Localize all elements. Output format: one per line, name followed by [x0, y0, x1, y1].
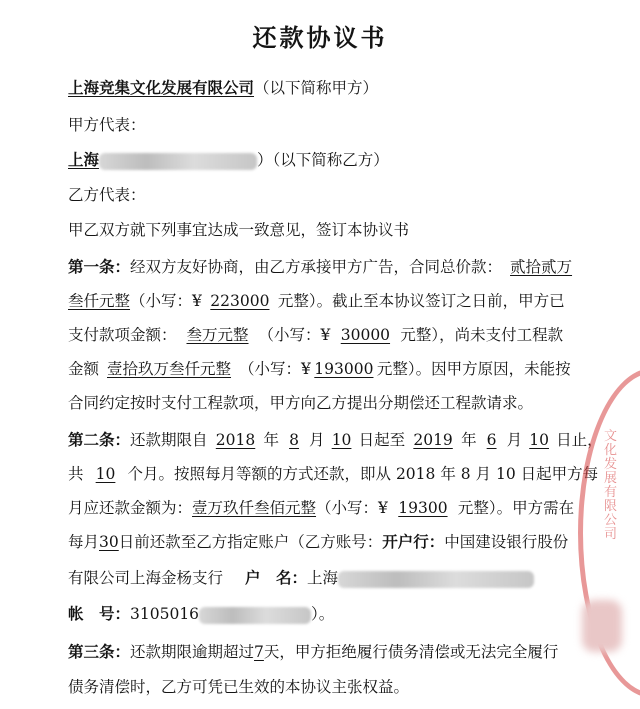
total-months-prefix: 共 [68, 465, 84, 483]
year-unit-2: 年 [461, 431, 477, 449]
unpaid-amount-upper: 壹拾玖万叁仟元整 [107, 360, 232, 378]
monthly-paren-close: 元整）。甲方需在 [457, 499, 575, 517]
clause2-line4 [68, 532, 568, 552]
clause1-line2 [68, 291, 565, 311]
clause1-line4 [68, 359, 571, 379]
seal-text: 文化发展有限公司 [604, 429, 618, 542]
clause1-text: 经双方友好协商，由乙方承接甲方广告，合同总价款： [130, 258, 503, 276]
unpaid-amount-number: 193000 [314, 360, 374, 378]
day-end-text: 日止， [556, 431, 603, 449]
monthly-amount-upper: 壹万玖仟叁佰元整 [192, 499, 317, 517]
total-amount-number: 223000 [210, 292, 270, 310]
seal-redacted [582, 600, 622, 652]
account-number-redacted [199, 607, 311, 624]
month-unit: 月 [309, 431, 325, 449]
total-paren-open: （小写：¥ [130, 292, 202, 310]
clause3-text-b: 天，甲方拒绝履行债务清偿或无法完全履行 [263, 643, 559, 661]
total-amount-upper-a: 贰拾贰万 [510, 258, 573, 276]
clause1-line3 [68, 325, 563, 345]
year-unit: 年 [263, 431, 280, 449]
start-year: 2018 [215, 431, 256, 449]
account-name-prefix: 上海 [307, 569, 339, 587]
clause2-line3 [68, 498, 574, 518]
party-a-suffix: （以下简称甲方） [254, 79, 379, 97]
clause1-label: 第一条： [68, 257, 131, 276]
account-number-prefix: 3105016 [130, 605, 200, 623]
end-month: 6 [486, 431, 497, 449]
monthly-amount-number: 19300 [398, 499, 448, 517]
party-b-name-redacted [99, 153, 257, 170]
monthly-label: 月应还款金额为： [68, 499, 193, 517]
bank-label: 开户行： [382, 532, 445, 551]
total-months-suffix: 个月。按照每月等额的方式还款，即从 2018 年 8 月 10 日起甲方每 [127, 465, 599, 483]
clause1-line1 [68, 257, 576, 277]
party-a-representative: 甲方代表： [68, 116, 146, 134]
clause2-line1 [68, 430, 603, 450]
paid-label: 支付款项金额： [68, 326, 177, 344]
party-a-name: 上海竞集文化发展有限公司 [68, 78, 255, 97]
unpaid-label: 金额 [68, 360, 100, 378]
clause2-line6 [68, 604, 334, 624]
intro-text: 甲乙双方就下列事宜达成一致意见，签订本协议书 [68, 221, 410, 239]
paid-amount-number: 30000 [340, 326, 391, 344]
day-from-text: 日起至 [358, 431, 406, 449]
party-a-line [68, 78, 378, 98]
start-month: 8 [289, 431, 299, 449]
party-b-suffix: ）（以下简称乙方） [257, 151, 389, 169]
end-day: 10 [529, 431, 549, 449]
month-unit-2: 月 [506, 431, 523, 449]
deadline-day: 30 [99, 533, 119, 551]
clause3-label: 第三条： [68, 642, 131, 661]
account-name-redacted [338, 571, 534, 588]
total-amount-upper-b: 叁仟元整 [68, 292, 131, 310]
paid-paren-open: （小写：¥ [258, 326, 331, 344]
clause3-line1 [68, 642, 558, 662]
total-paren-close: 元整）。截止至本协议签订之日前，甲方已 [277, 292, 565, 310]
unpaid-paren-close: 元整）。因甲方原因，未能按 [376, 360, 571, 378]
party-b-line [68, 150, 389, 170]
account-name-label: 户 名： [245, 568, 308, 587]
paid-amount-upper: 叁万元整 [186, 326, 249, 344]
deadline-text: 日前还款至乙方指定账户（乙方账号： [118, 533, 383, 551]
clause3-text-a: 还款期限逾期超过 [130, 643, 255, 661]
document-title: 还款协议书 [252, 23, 388, 52]
bank-name-b: 有限公司上海金杨支行 [68, 569, 224, 587]
monthly-paren-open: （小写：¥ [316, 499, 388, 517]
clause2-line5 [68, 568, 534, 588]
overdue-days: 7 [254, 643, 264, 661]
clause2-line2 [68, 464, 598, 484]
party-b-representative: 乙方代表： [68, 186, 146, 204]
clause2-label: 第二条： [68, 430, 131, 449]
clause1-line5: 合同约定按时支付工程款项，甲方向乙方提出分期偿还工程款请求。 [68, 394, 534, 412]
period-text: 还款期限自 [130, 431, 208, 449]
clause3-line2: 债务清偿时，乙方可凭已生效的本协议主张权益。 [68, 678, 410, 696]
start-day: 10 [331, 431, 352, 449]
account-number-label: 帐 号： [68, 604, 131, 623]
account-number-suffix: ）。 [311, 605, 335, 623]
deadline-prefix: 每月 [68, 533, 100, 551]
bank-name-a: 中国建设银行股份 [444, 533, 569, 551]
unpaid-paren-open: （小写：¥ [239, 360, 311, 378]
party-b-name-prefix: 上海 [68, 150, 100, 169]
paid-paren-close: 元整），尚未支付工程款 [400, 326, 564, 344]
total-months: 10 [95, 465, 116, 483]
end-year: 2019 [413, 431, 453, 449]
